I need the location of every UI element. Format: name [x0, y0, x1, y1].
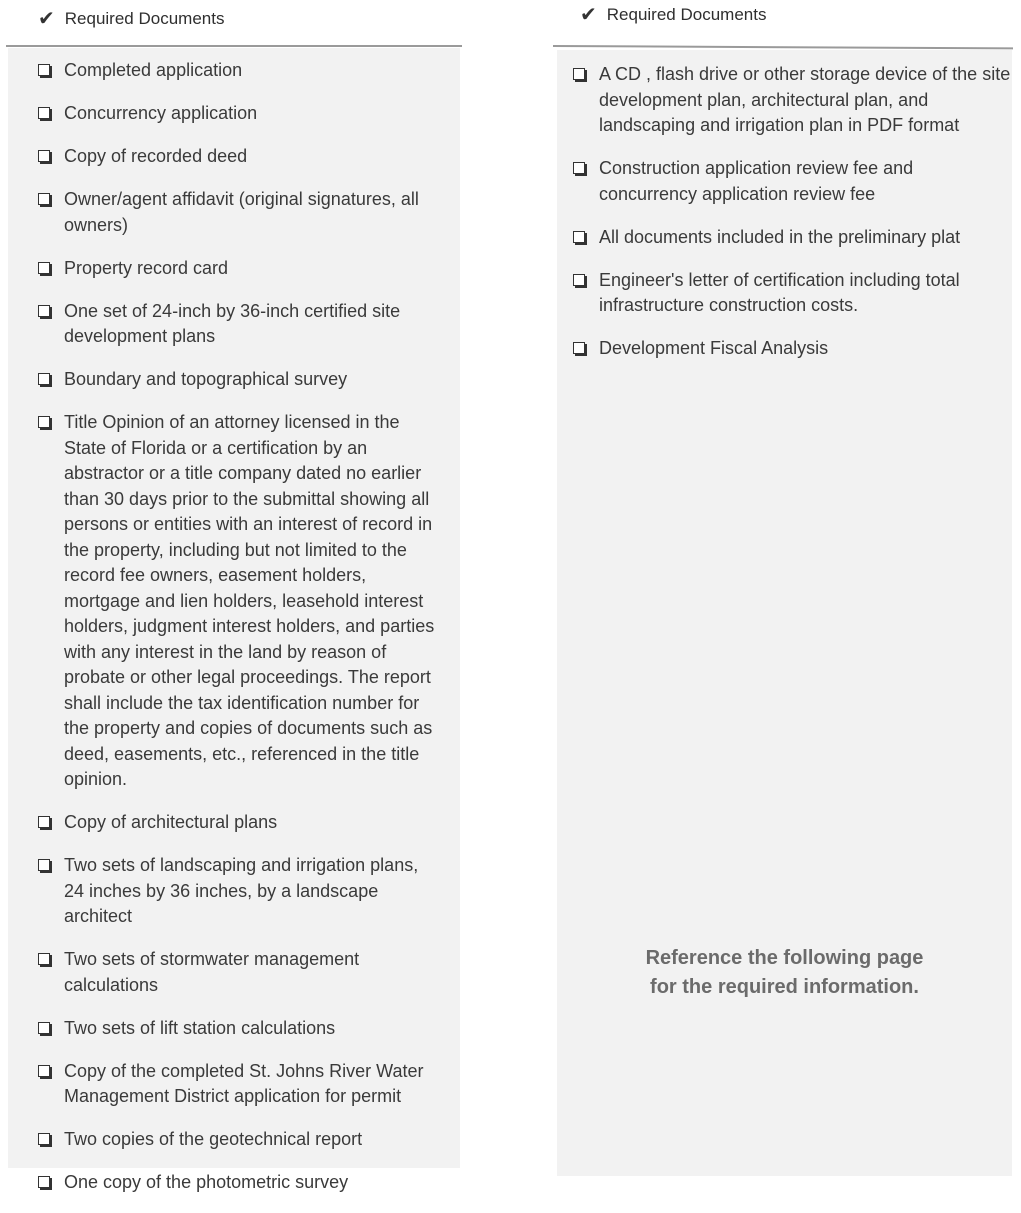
checkbox-icon[interactable] — [573, 68, 585, 80]
checkbox-icon[interactable] — [573, 342, 585, 354]
checklist-item-text: Development Fiscal Analysis — [599, 338, 829, 358]
checkbox-icon[interactable] — [573, 162, 585, 174]
checklist-item-text: All documents included in the preliminary plat — [599, 226, 961, 247]
checkbox-icon[interactable] — [38, 373, 50, 385]
reference-note-line2: for the required information. — [650, 976, 919, 998]
checklist-item — [8, 144, 438, 170]
checklist-item-text: Two copies of the geotechnical report — [64, 1129, 363, 1149]
checklist-item-text: Boundary and topographical survey — [64, 369, 348, 389]
checkbox-icon[interactable] — [38, 262, 50, 274]
left-section-title: Required Documents — [64, 9, 225, 28]
checkbox-icon[interactable] — [573, 274, 585, 286]
checkbox-icon[interactable] — [38, 64, 50, 76]
checklist-item — [8, 947, 438, 998]
checkbox-icon[interactable] — [38, 107, 50, 119]
checkbox-icon[interactable] — [38, 150, 50, 162]
checklist-item-text: Two sets of stormwater management calculations — [64, 949, 360, 995]
left-checklist-panel — [8, 48, 460, 1192]
checklist-item — [557, 336, 1012, 362]
right-checklist-panel — [557, 50, 1012, 1176]
checklist-item — [8, 299, 438, 350]
checklist-item — [8, 58, 438, 84]
checklist-item-text: Construction application review fee and concurrency application review fee — [599, 158, 914, 204]
reference-note — [557, 944, 1012, 1002]
checklist-item-text: Concurrency application — [64, 103, 258, 123]
checklist-item — [8, 1016, 438, 1042]
checkbox-icon[interactable] — [573, 231, 585, 243]
checklist-item — [8, 101, 438, 127]
right-checklist — [557, 62, 1012, 379]
checklist-item-text: Copy of recorded deed — [64, 146, 248, 166]
right-section-title: Required Documents — [606, 5, 767, 24]
checklist-item — [8, 1059, 438, 1110]
checklist-item-text: One set of 24-inch by 36-inch certified site development plans — [64, 300, 401, 346]
checklist-item — [557, 62, 1012, 139]
checkbox-icon[interactable] — [38, 1022, 50, 1034]
checklist-item-text: Two sets of landscaping and irrigation plans, 24 inches by 36 inches, by a landscape architect — [64, 855, 419, 926]
checklist-item-text: Two sets of lift station calculations — [64, 1017, 336, 1038]
checkbox-icon[interactable] — [38, 816, 50, 828]
checklist-item-text: Copy of the completed St. Johns River Water Management District application for permit — [64, 1060, 424, 1106]
checklist-item-text: One copy of the photometric survey — [64, 1172, 349, 1192]
left-section-header — [38, 9, 224, 29]
checklist-item — [8, 810, 438, 836]
checklist-item — [8, 1170, 438, 1196]
checkbox-icon[interactable] — [38, 416, 50, 428]
checklist-item-text: Copy of architectural plans — [64, 812, 278, 832]
left-header-divider — [6, 45, 462, 47]
checklist-item — [557, 268, 1012, 319]
checkbox-icon[interactable] — [38, 193, 50, 205]
checklist-item-text: A CD , flash drive or other storage device of the site development plan, architectural plan, and landscaping and irrigation plan in PDF format — [599, 64, 1011, 135]
checkbox-icon[interactable] — [38, 953, 50, 965]
checklist-item — [8, 853, 438, 930]
checkbox-icon[interactable] — [38, 1176, 50, 1188]
checklist-item — [8, 187, 438, 238]
checkbox-icon[interactable] — [38, 859, 50, 871]
checkmark-icon: ✔ — [38, 8, 55, 30]
checklist-item — [557, 156, 1012, 207]
checklist-item — [8, 1127, 438, 1153]
checklist-item-text: Completed application — [64, 60, 243, 80]
checkbox-icon[interactable] — [38, 1065, 50, 1077]
checklist-item — [8, 256, 438, 282]
checkmark-icon: ✔ — [580, 4, 597, 26]
checklist-item — [8, 367, 438, 393]
checklist-item — [8, 410, 438, 793]
checklist-item-text: Owner/agent affidavit (original signatures, all owners) — [64, 189, 419, 235]
checklist-item-text: Engineer's letter of certification including total infrastructure construction costs. — [599, 269, 960, 315]
right-header-divider — [553, 45, 1013, 49]
checklist-item-text: Property record card — [64, 257, 229, 278]
right-section-header — [580, 5, 766, 25]
checkbox-icon[interactable] — [38, 1133, 50, 1145]
checklist-item-text: Title Opinion of an attorney licensed in the State of Florida or a certification by an abstractor or a title company dated no earlier than 30 days prior to the submittal showing all persons or entities with an interest of record in the property, including but not limited to the record fee owners, easement holders, mortgage and lien holders, leasehold interest holders, judgment interest holders, and parties with any interest in the land by reason of probate or other legal proceedings. The report shall include the tax identification number for the property and copies of documents such as deed, easements, etc., referenced in the title opinion. — [64, 412, 435, 789]
checklist-item — [557, 225, 1012, 251]
reference-note-line1: Reference the following page — [645, 947, 924, 969]
left-checklist — [8, 58, 438, 1213]
checkbox-icon[interactable] — [38, 305, 50, 317]
